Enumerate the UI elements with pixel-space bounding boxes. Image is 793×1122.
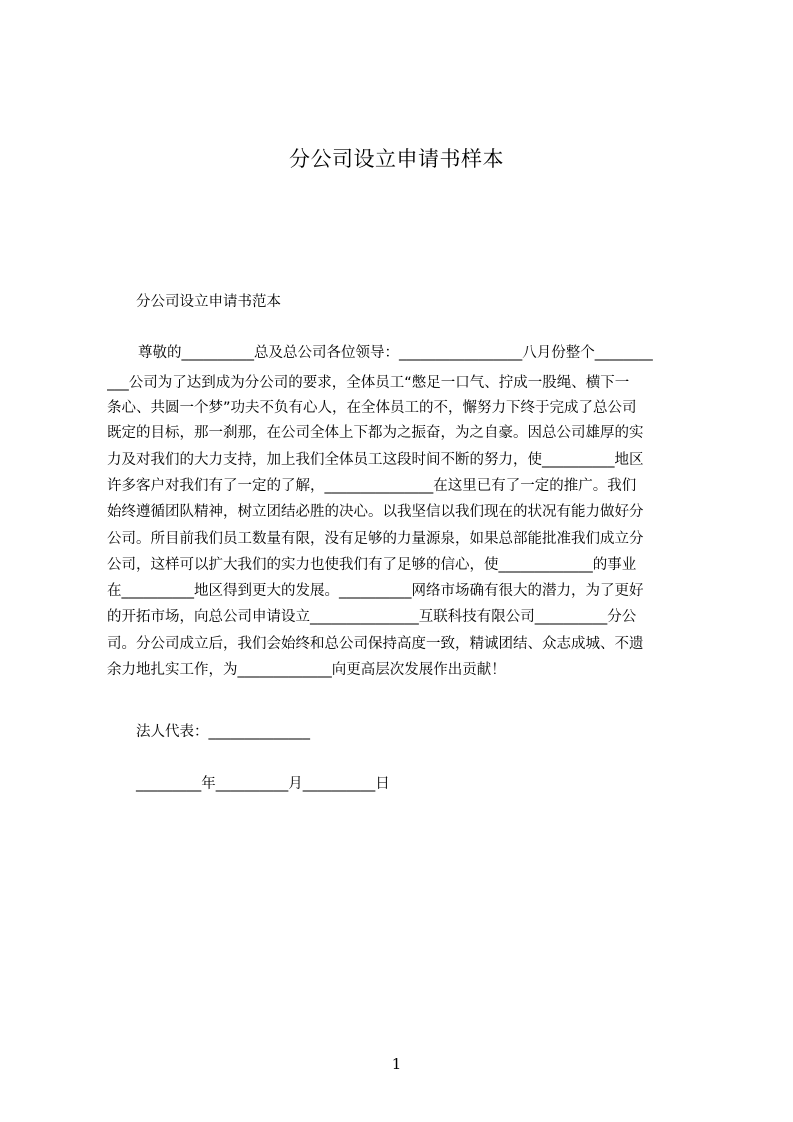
body-line: ___公司为了达到成为分公司的要求，全体员工“憋足一口气、拧成一股绳、横下一	[107, 375, 630, 391]
body-line: 条心、共圆一个梦”功夫不负有心人，在全体员工的不，懈努力下终于完成了总公司	[107, 400, 637, 416]
body-line: 的开拓市场，向总公司申请设立_______________互联科技有限公司__________分公	[107, 609, 637, 625]
body-line: 司。分公司成立后，我们会始终和总公司保持高度一致，精诚团结、众志成城、不遗	[107, 636, 644, 652]
body-line: 余力地扎实工作，为_____________向更高层次发展作出贡献！	[107, 662, 506, 678]
page-number: 1	[391, 1055, 402, 1073]
body-line: 公司。所目前我们员工数量有限，没有足够的力量源泉，如果总部能批准我们成立分	[107, 531, 644, 547]
body-line: 公司，这样可以扩大我们的实力也使我们有了足够的信心，使_____________的事业	[107, 557, 637, 573]
document-subtitle: 分公司设立申请书范本	[136, 294, 281, 310]
body-line: 力及对我们的大力支持，加上我们全体员工这段时间不断的努力，使__________地区	[107, 452, 644, 468]
body-line: 尊敬的__________总及总公司各位领导：_________________八月份整个________	[138, 345, 653, 361]
body-line: 始终遵循团队精神，树立团结必胜的决心。以我坚信以我们现在的状况有能力做好分	[107, 504, 644, 520]
date-line: _________年__________月__________日	[136, 776, 390, 792]
legal-representative-line: 法人代表：______________	[136, 724, 310, 740]
body-line: 许多客户对我们有了一定的了解，_______________在这里已有了一定的推广。我们	[107, 478, 637, 494]
body-line: 在__________地区得到更大的发展。__________网络市场确有很大的潜力，为了更好	[107, 583, 644, 599]
body-line: 既定的目标，那一刹那，在公司全体上下都为之振奋，为之自豪。因总公司雄厚的实	[107, 425, 644, 441]
document-title: 分公司设立申请书样本	[289, 147, 504, 171]
